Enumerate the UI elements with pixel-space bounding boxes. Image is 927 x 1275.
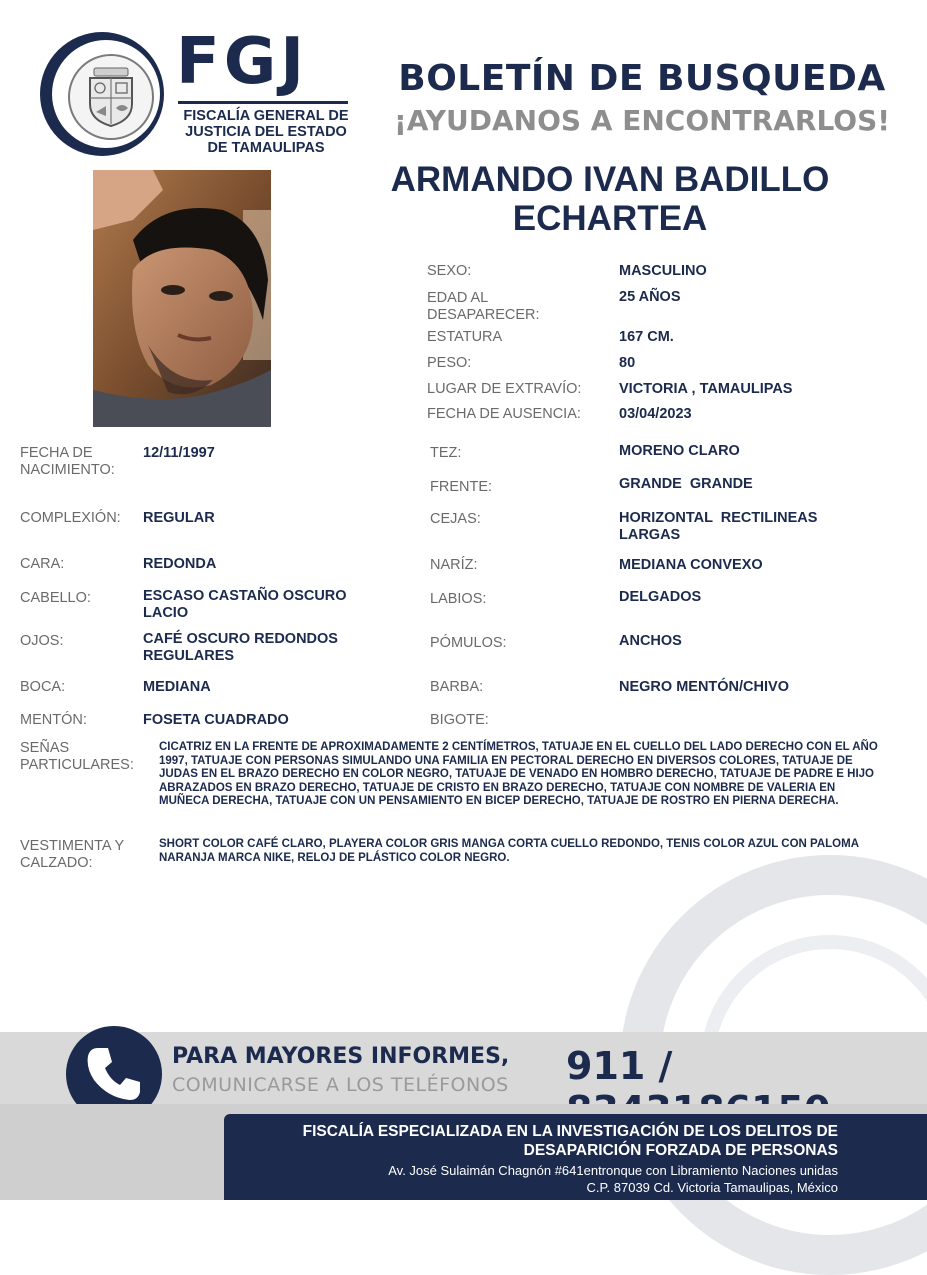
office-name (230, 1122, 838, 1160)
field-value-sexo: MASCULINO (619, 263, 707, 279)
feature-value-nacimiento: 12/11/1997 (143, 445, 215, 461)
feature-label-nacimiento: FECHA DE NACIMIENTO: (20, 445, 115, 478)
fgj-logo-text: FGJ (176, 25, 309, 99)
field-value-lugar: VICTORIA , TAMAULIPAS (619, 381, 793, 397)
field-value-estatura: 167 CM. (619, 329, 674, 345)
feature-value-cejas: HORIZONTAL RECTILINEAS LARGAS (619, 510, 822, 543)
office-name-line2: DESAPARICIÓN FORZADA DE PERSONAS (523, 1142, 838, 1159)
state-seal-icon (68, 54, 154, 140)
field-value-edad: 25 AÑOS (619, 289, 681, 305)
feature-value-barba: NEGRO MENTÓN/CHIVO (619, 679, 789, 695)
feature-value-complexion: REGULAR (143, 510, 215, 526)
person-photo (93, 170, 271, 427)
address-line1: Av. José Sulaimán Chagnón #641entronque con Libramiento Naciones unidas (388, 1163, 838, 1178)
feature-value-labios: DELGADOS (619, 589, 702, 605)
field-label-edad: EDAD AL DESAPARECER: (427, 290, 540, 323)
phone-numbers: 911 / (566, 1044, 673, 1088)
field-label-fecha-ausencia: FECHA DE AUSENCIA: (427, 406, 581, 422)
feature-value-frente: GRANDE GRANDE (619, 476, 753, 492)
missing-person-name: ARMANDO IVAN BADILLO ECHARTEA (390, 160, 830, 238)
feature-value-menton: FOSETA CUADRADO (143, 712, 289, 728)
feature-label-bigote: BIGOTE: (430, 712, 489, 728)
feature-label-menton: MENTÓN: (20, 712, 87, 728)
feature-label-frente: FRENTE: (430, 479, 493, 495)
feature-value-cabello: ESCASO CASTAÑO OSCURO LACIO (143, 588, 347, 621)
senas-value: CICATRIZ EN LA FRENTE DE APROXIMADAMENTE 2 CENTÍMETROS, TATUAJE EN EL CUELLO DEL LADO DERECHO CON EL AÑO 1997, TATUAJE CON PERSONAS SIMULANDO UNA FAMILIA EN PECTORAL DERECHO EN DIVERSOS COLORES, TATUAJE DE JUDAS EN EL BRAZO DERECHO EN COLOR NEGRO, TATUAJE DE VENADO EN HOMBRO DERECHO, TATUAJE DE PADRE E HIJO ABRAZADOS EN BRAZO DERECHO, TATUAJE DE CRISTO EN BRAZO DERECHO, TATUAJE CON NOMBRE DE VALERIA EN MUÑECA DERECHA, TATUAJE CON UN PENSAMIENTO EN BICEP DERECHO, TATUAJE DE ROSTRO EN PIERNA DERECHA. (159, 741, 878, 807)
field-label-sexo: SEXO: (427, 263, 472, 279)
address-line2: C.P. 87039 Cd. Victoria Tamaulipas, México (586, 1180, 838, 1195)
vestimenta-label: VESTIMENTA Y CALZADO: (20, 838, 124, 871)
bulletin-title: BOLETÍN DE BUSQUEDA (398, 58, 886, 99)
feature-label-cara: CARA: (20, 556, 65, 572)
feature-label-complexion: COMPLEXIÓN: (20, 510, 121, 526)
feature-label-cejas: CEJAS: (430, 511, 481, 527)
field-value-fecha-ausencia: 03/04/2023 (619, 406, 692, 422)
feature-label-pomulos: PÓMULOS: (430, 635, 507, 651)
office-name-line1: FISCALÍA ESPECIALIZADA EN LA INVESTIGACIÓN DE LOS DELITOS DE (302, 1123, 838, 1140)
feature-label-boca: BOCA: (20, 679, 66, 695)
field-label-estatura: ESTATURA (427, 329, 503, 345)
feature-label-ojos: OJOS: (20, 633, 64, 649)
field-value-peso: 80 (619, 355, 636, 371)
feature-value-pomulos: ANCHOS (619, 633, 682, 649)
feature-label-nariz: NARÍZ: (430, 557, 478, 573)
feature-value-nariz: MEDIANA CONVEXO (619, 557, 763, 573)
vestimenta-value: SHORT COLOR CAFÉ CLARO, PLAYERA COLOR GRIS MANGA CORTA CUELLO REDONDO, TENIS COLOR AZUL CON PALOMA NARANJA MARCA NIKE, RELOJ DE PLÁSTICO COLOR NEGRO. (159, 838, 859, 864)
feature-label-labios: LABIOS: (430, 591, 487, 607)
more-info-heading: PARA MAYORES INFORMES, (172, 1044, 510, 1069)
logo-divider (178, 101, 348, 104)
feature-value-ojos: CAFÉ OSCURO REDONDOS REGULARES (143, 631, 338, 664)
bulletin-subtitle: ¡AYUDANOS A ENCONTRARLOS! (393, 104, 891, 137)
feature-value-boca: MEDIANA (143, 679, 211, 695)
senas-label: SEÑAS PARTICULARES: (20, 740, 134, 773)
more-info-subheading: COMUNICARSE A LOS TELÉFONOS (172, 1074, 509, 1096)
field-label-peso: PESO: (427, 355, 472, 371)
office-address (230, 1162, 838, 1196)
feature-value-tez: MORENO CLARO (619, 443, 740, 459)
feature-value-cara: REDONDA (143, 556, 217, 572)
field-label-lugar: LUGAR DE EXTRAVÍO: (427, 381, 582, 397)
institution-name: FISCALÍA GENERAL DE JUSTICIA DEL ESTADO DE TAMAULIPAS (183, 108, 349, 156)
phone-icon (80, 1040, 148, 1108)
feature-label-barba: BARBA: (430, 679, 484, 695)
feature-label-tez: TEZ: (430, 445, 462, 461)
feature-label-cabello: CABELLO: (20, 590, 91, 606)
